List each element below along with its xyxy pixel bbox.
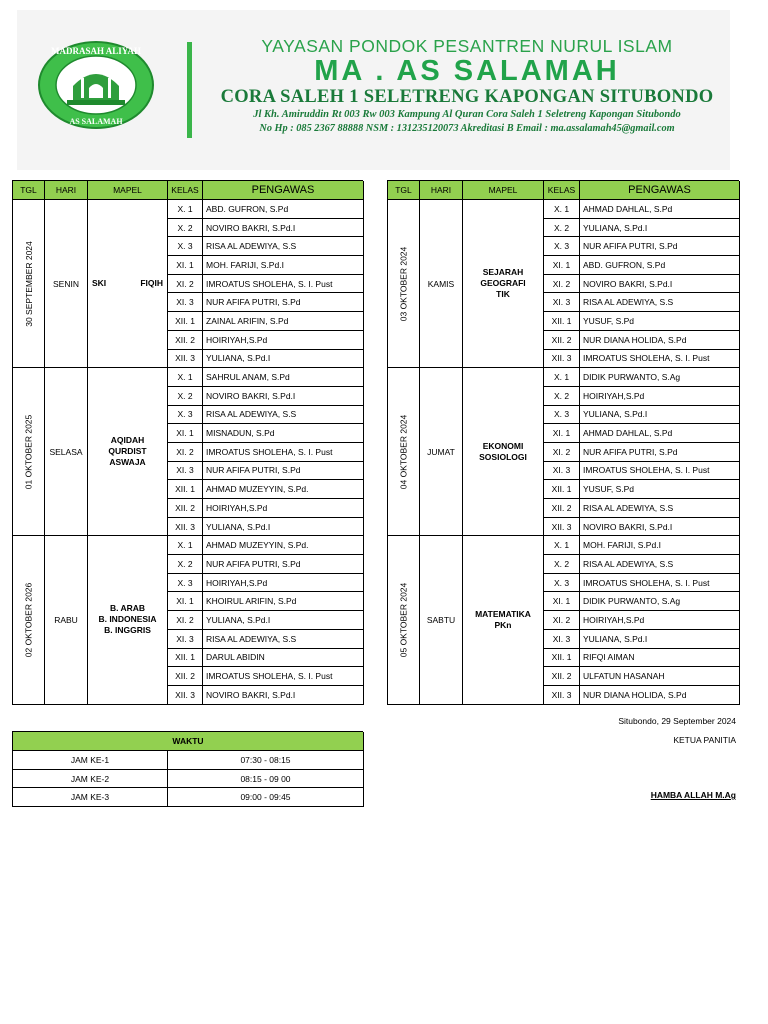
supervisor-cell: DIDIK PURWANTO, S.Ag (580, 368, 740, 387)
date-cell (388, 536, 420, 704)
contact-info: No Hp : 085 2367 88888 NSM : 131235120073 Akreditasi B Email : ma.assalamah45@gmail.com (259, 123, 675, 134)
period-time: 09:00 - 09:45 (168, 788, 364, 807)
supervisor-cell: HOIRIYAH,S.Pd (203, 331, 364, 350)
supervisor-cell: RIFQI AIMAN (580, 649, 740, 668)
supervisor-cell: KHOIRUL ARIFIN, S.Pd (203, 592, 364, 611)
supervisor-cell: NUR AFIFA PUTRI, S.Pd (203, 555, 364, 574)
time-table (12, 731, 363, 807)
day-cell: RABU (45, 536, 88, 704)
period-time: 08:15 - 09 00 (168, 770, 364, 789)
class-cell: XII. 2 (168, 331, 203, 350)
supervisor-cell: YULIANA, S.Pd.I (203, 518, 364, 537)
class-cell: XI. 1 (544, 256, 580, 275)
day-cell: SENIN (45, 200, 88, 368)
supervisor-cell: ABD. GUFRON, S.Pd (203, 200, 364, 219)
supervisor-cell: RISA AL ADEWIYA, S.S (580, 293, 740, 312)
supervisor-cell: RISA AL ADEWIYA, S.S (203, 630, 364, 649)
class-cell: XII. 1 (544, 480, 580, 499)
class-cell: X. 1 (168, 200, 203, 219)
subject-name: SOSIOLOGI (479, 451, 527, 462)
supervisor-cell: NOVIRO BAKRI, S.Pd.I (203, 686, 364, 705)
header-tgl: TGL (13, 181, 45, 200)
header-kelas: KELAS (168, 181, 203, 200)
class-cell: X. 3 (168, 237, 203, 256)
supervisor-cell: HOIRIYAH,S.Pd (580, 387, 740, 406)
class-cell: XI. 2 (544, 611, 580, 630)
subject-cell (88, 368, 168, 536)
class-cell: X. 3 (168, 406, 203, 425)
subject-name: B. INGGRIS (104, 625, 151, 636)
time-table-title: WAKTU (13, 732, 364, 751)
class-cell: XII. 3 (544, 518, 580, 537)
subject-name: FIQIH (140, 278, 163, 289)
subject-name: B. ARAB (109, 603, 146, 614)
class-cell: X. 2 (544, 219, 580, 238)
letterhead (17, 10, 730, 170)
supervisor-cell: AHMAD MUZEYYIN, S.Pd. (203, 536, 364, 555)
school-location: CORA SALEH 1 SELETRENG KAPONGAN SITUBONDO (220, 87, 714, 107)
supervisor-cell: NOVIRO BAKRI, S.Pd.I (580, 518, 740, 537)
class-cell: XI. 3 (544, 630, 580, 649)
school-logo-icon (37, 40, 155, 130)
supervisor-cell: NOVIRO BAKRI, S.Pd.I (203, 219, 364, 238)
subject-cell (88, 200, 168, 368)
class-cell: XII. 2 (544, 331, 580, 350)
period-time: 07:30 - 08:15 (168, 751, 364, 770)
supervisor-cell: SAHRUL ANAM, S.Pd (203, 368, 364, 387)
class-cell: XI. 3 (168, 293, 203, 312)
header-hari: HARI (45, 181, 88, 200)
class-cell: XI. 3 (544, 293, 580, 312)
class-cell: XII. 2 (544, 499, 580, 518)
period-label: JAM KE-3 (13, 788, 168, 807)
class-cell: X. 3 (544, 406, 580, 425)
supervisor-cell: RISA AL ADEWIYA, S.S (203, 406, 364, 425)
class-cell: XI. 3 (168, 462, 203, 481)
day-cell: KAMIS (420, 200, 463, 368)
supervisor-cell: MOH. FARIJI, S.Pd.I (580, 536, 740, 555)
subject-name: QURDIST (108, 446, 147, 457)
date-label: 02 OKTOBER 2026 (23, 582, 34, 658)
supervisor-cell: YULIANA, S.Pd.I (580, 630, 740, 649)
class-cell: X. 3 (544, 574, 580, 593)
subject-name: B. INDONESIA (98, 614, 157, 625)
class-cell: XI. 2 (544, 275, 580, 294)
supervisor-cell: MOH. FARIJI, S.Pd.I (203, 256, 364, 275)
class-cell: XII. 2 (544, 667, 580, 686)
supervisor-cell: YULIANA, S.Pd.I (203, 611, 364, 630)
letterhead-text (197, 36, 737, 136)
class-cell: XI. 1 (168, 424, 203, 443)
class-cell: X. 2 (168, 387, 203, 406)
date-label: 03 OKTOBER 2024 (398, 246, 409, 321)
class-cell: X. 1 (544, 536, 580, 555)
foundation-name: YAYASAN PONDOK PESANTREN NURUL ISLAM (261, 36, 673, 56)
date-cell (388, 200, 420, 368)
class-cell: XII. 2 (168, 667, 203, 686)
class-cell: X. 1 (544, 368, 580, 387)
class-cell: XII. 3 (544, 686, 580, 705)
class-cell: XI. 2 (168, 443, 203, 462)
date-label: 04 OKTOBER 2024 (398, 414, 409, 490)
class-cell: XI. 2 (544, 443, 580, 462)
letterhead-divider (187, 42, 192, 138)
supervisor-cell: NOVIRO BAKRI, S.Pd.I (203, 387, 364, 406)
supervisor-cell: YULIANA, S.Pd.I (580, 406, 740, 425)
day-cell: SABTU (420, 536, 463, 704)
class-cell: X. 2 (544, 387, 580, 406)
header-hari: HARI (420, 181, 463, 200)
header-kelas: KELAS (544, 181, 580, 200)
subject-cell (88, 536, 168, 704)
class-cell: XII. 3 (168, 518, 203, 537)
class-cell: XII. 1 (544, 649, 580, 668)
supervisor-cell: NUR AFIFA PUTRI, S.Pd (203, 293, 364, 312)
supervisor-cell: YULIANA, S.Pd.I (203, 350, 364, 369)
class-cell: XI. 1 (168, 592, 203, 611)
class-cell: XII. 3 (168, 686, 203, 705)
supervisor-cell: DIDIK PURWANTO, S.Ag (580, 592, 740, 611)
class-cell: XI. 1 (544, 424, 580, 443)
class-cell: X. 2 (168, 219, 203, 238)
logo-bottom-text: AS SALAMAH (69, 117, 123, 126)
day-cell: SELASA (45, 368, 88, 536)
class-cell: XI. 3 (168, 630, 203, 649)
supervisor-cell: RISA AL ADEWIYA, S.S (580, 499, 740, 518)
supervisor-cell: NUR AFIFA PUTRI, S.Pd (203, 462, 364, 481)
class-cell: XII. 3 (168, 350, 203, 369)
date-cell (13, 536, 45, 704)
supervisor-cell: YUSUF, S.Pd (580, 312, 740, 331)
class-cell: XI. 2 (168, 611, 203, 630)
subject-name: EKONOMI (482, 440, 524, 451)
subject-cell (463, 200, 544, 368)
date-label: 30 SEPTEMBER 2024 (23, 240, 34, 327)
subject-name: MATEMATIKA (475, 608, 531, 619)
class-cell: XII. 2 (168, 499, 203, 518)
class-cell: X. 1 (544, 200, 580, 219)
supervisor-cell: IMROATUS SHOLEHA, S. I. Pust (580, 350, 740, 369)
class-cell: X. 1 (168, 368, 203, 387)
date-cell (13, 368, 45, 536)
supervisor-cell: ZAINAL ARIFIN, S.Pd (203, 312, 364, 331)
supervisor-cell: RISA AL ADEWIYA, S.S (580, 555, 740, 574)
period-label: JAM KE-2 (13, 770, 168, 789)
subject-name: SEJARAH (482, 267, 524, 278)
date-cell (388, 368, 420, 536)
schedule-table-right (387, 180, 739, 705)
day-cell: JUMAT (420, 368, 463, 536)
class-cell: XI. 1 (168, 256, 203, 275)
supervisor-cell: NOVIRO BAKRI, S.Pd.I (580, 275, 740, 294)
signature-role: KETUA PANITIA (673, 735, 736, 745)
supervisor-cell: AHMAD DAHLAL, S.Pd (580, 424, 740, 443)
subject-name: SKI (92, 278, 107, 289)
date-cell (13, 200, 45, 368)
schedule-table-left (12, 180, 363, 705)
class-cell: XII. 1 (544, 312, 580, 331)
place-date: Situbondo, 29 September 2024 (618, 716, 736, 726)
signature-name: HAMBA ALLAH M.Ag (650, 790, 736, 800)
subject-cell (463, 536, 544, 704)
supervisor-cell: MISNADUN, S.Pd (203, 424, 364, 443)
subject-name: AQIDAH (110, 435, 145, 446)
class-cell: X. 2 (168, 555, 203, 574)
class-cell: X. 3 (168, 574, 203, 593)
class-cell: XII. 1 (168, 649, 203, 668)
class-cell: XII. 3 (544, 350, 580, 369)
class-cell: X. 2 (544, 555, 580, 574)
supervisor-cell: NUR DIANA HOLIDA, S.Pd (580, 331, 740, 350)
subject-name: PKn (494, 619, 512, 630)
supervisor-cell: RISA AL ADEWIYA, S.S (203, 237, 364, 256)
supervisor-cell: NUR AFIFA PUTRI, S.Pd (580, 237, 740, 256)
school-name: MA . AS SALAMAH (314, 55, 620, 87)
subject-name: GEOGRAFI (480, 278, 526, 289)
period-label: JAM KE-1 (13, 751, 168, 770)
subject-name: ASWAJA (109, 457, 146, 468)
class-cell: XII. 1 (168, 480, 203, 499)
supervisor-cell: HOIRIYAH,S.Pd (203, 574, 364, 593)
header-pengawas: PENGAWAS (580, 181, 740, 200)
class-cell: XII. 1 (168, 312, 203, 331)
date-label: 01 OKTOBER 2025 (23, 414, 34, 490)
supervisor-cell: AHMAD MUZEYYIN, S.Pd. (203, 480, 364, 499)
logo-top-text: MADRASAH ALIYAH (51, 46, 141, 56)
class-cell: X. 3 (544, 237, 580, 256)
supervisor-cell: IMROATUS SHOLEHA, S. I. Pust (203, 667, 364, 686)
street-address: Jl Kh. Amiruddin Rt 003 Rw 003 Kampung Al Quran Cora Saleh 1 Seletreng Kapongan Situbondo (253, 109, 681, 120)
date-label: 05 OKTOBER 2024 (398, 582, 409, 658)
supervisor-cell: NUR AFIFA PUTRI, S.Pd (580, 443, 740, 462)
supervisor-cell: IMROATUS SHOLEHA, S. I. Pust (203, 443, 364, 462)
header-tgl: TGL (388, 181, 420, 200)
class-cell: XI. 3 (544, 462, 580, 481)
class-cell: XI. 2 (168, 275, 203, 294)
supervisor-cell: HOIRIYAH,S.Pd (203, 499, 364, 518)
header-pengawas: PENGAWAS (203, 181, 364, 200)
supervisor-cell: HOIRIYAH,S.Pd (580, 611, 740, 630)
supervisor-cell: YULIANA, S.Pd.I (580, 219, 740, 238)
class-cell: X. 1 (168, 536, 203, 555)
supervisor-cell: AHMAD DAHLAL, S.Pd (580, 200, 740, 219)
supervisor-cell: IMROATUS SHOLEHA, S. I. Pust (203, 275, 364, 294)
subject-cell (463, 368, 544, 536)
supervisor-cell: NUR DIANA HOLIDA, S.Pd (580, 686, 740, 705)
supervisor-cell: DARUL ABIDIN (203, 649, 364, 668)
header-mapel: MAPEL (463, 181, 544, 200)
subject-name: TIK (496, 289, 510, 300)
supervisor-cell: YUSUF, S.Pd (580, 480, 740, 499)
supervisor-cell: IMROATUS SHOLEHA, S. I. Pust (580, 462, 740, 481)
supervisor-cell: ULFATUN HASANAH (580, 667, 740, 686)
class-cell: XI. 1 (544, 592, 580, 611)
supervisor-cell: ABD. GUFRON, S.Pd (580, 256, 740, 275)
header-mapel: MAPEL (88, 181, 168, 200)
supervisor-cell: IMROATUS SHOLEHA, S. I. Pust (580, 574, 740, 593)
